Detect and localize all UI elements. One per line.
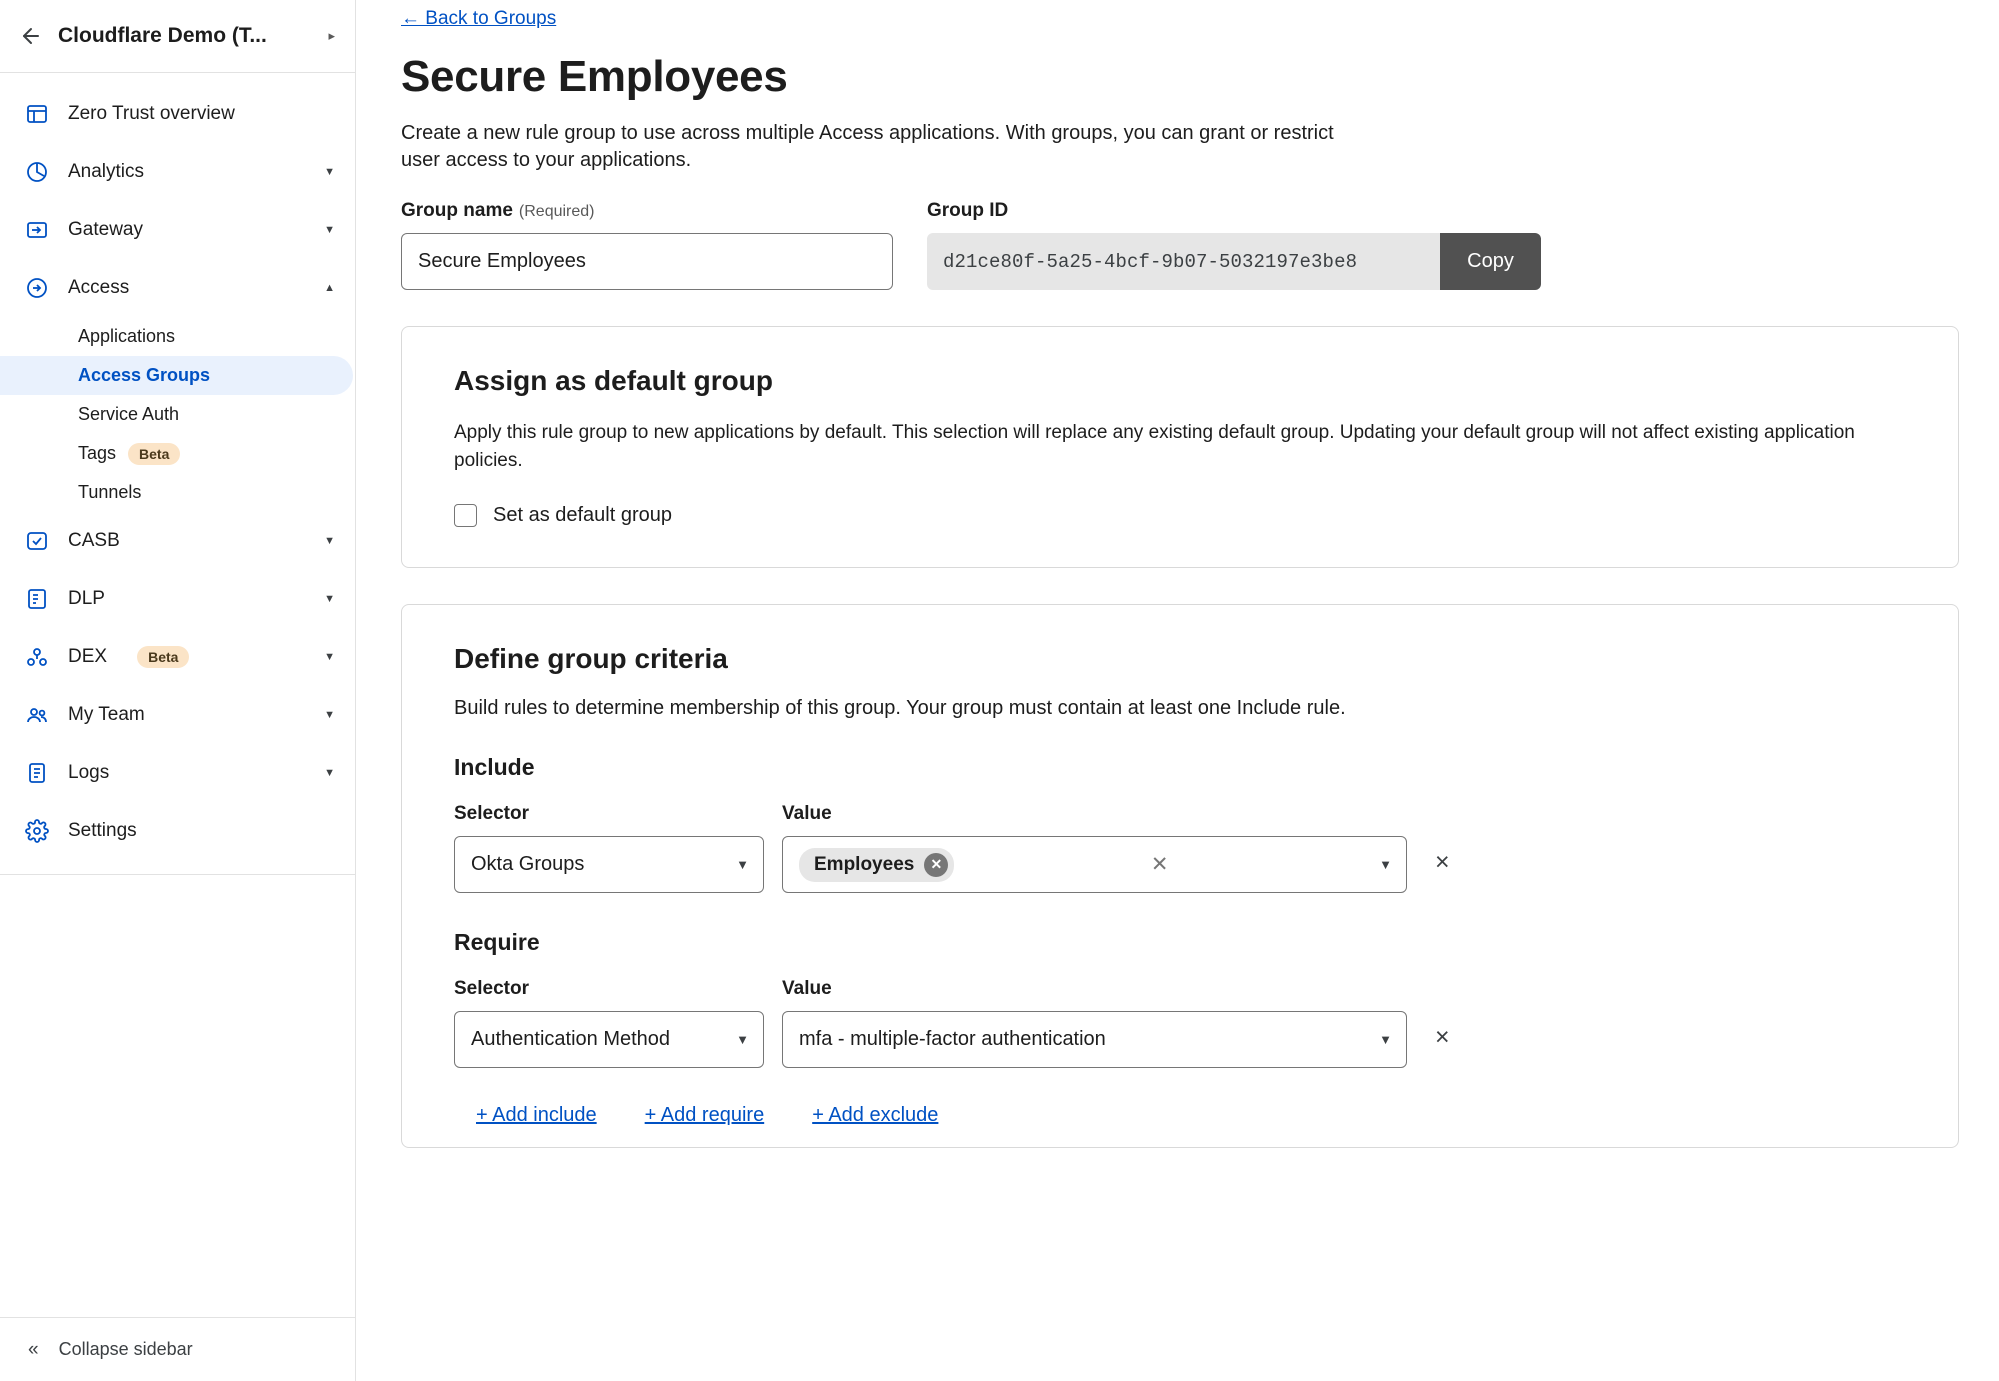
chevron-down-icon[interactable]: ▼ [324, 651, 335, 663]
sidebar-subitem-label: Applications [78, 326, 176, 346]
sidebar-item-label: Settings [68, 820, 137, 841]
sidebar-item-zero-trust-overview[interactable] [0, 85, 355, 143]
sidebar-item-applications[interactable] [0, 317, 355, 356]
group-name-label-text: Group name [401, 200, 513, 221]
include-rule-row [454, 803, 1906, 893]
page-description: Create a new rule group to use across multiple Access applications. With groups, you can grant or restrict user access to your applications. [401, 122, 1334, 171]
account-name: Cloudflare Demo (T... [58, 24, 267, 47]
selector-label: Selector [454, 803, 529, 825]
chevron-down-icon[interactable]: ▼ [324, 709, 335, 721]
chevron-down-icon: ▼ [1379, 1032, 1392, 1048]
add-rule-links [454, 1104, 1906, 1127]
group-id-value: d21ce80f-5a25-4bcf-9b07-5032197e3be8 [927, 233, 1440, 290]
assign-default-group-description: Apply this rule group to new applications by default. This selection will replace any existing default group. Updating your default group will not affect existing application policies. [454, 422, 1855, 471]
include-selector-value: Okta Groups [471, 853, 585, 876]
casb-icon [24, 528, 50, 554]
chevrons-left-icon: « [28, 1338, 39, 1360]
chevron-down-icon[interactable]: ▼ [324, 593, 335, 605]
delete-include-rule-icon[interactable]: × [1435, 848, 1450, 877]
sidebar-item-service-auth[interactable] [0, 395, 355, 434]
group-name-field-block [401, 200, 893, 290]
main-content [356, 0, 1999, 1381]
define-group-criteria-card [401, 604, 1959, 1148]
include-selector-dropdown[interactable] [454, 836, 764, 893]
chart-pie-icon [24, 159, 50, 185]
status-badge: Beta [137, 646, 189, 668]
value-label: Value [782, 803, 832, 825]
sidebar-item-label: Logs [68, 762, 110, 783]
require-value-dropdown[interactable] [782, 1011, 1407, 1068]
arrow-left-icon[interactable] [18, 23, 44, 49]
require-value-block [782, 978, 1407, 1068]
dashboard-icon [24, 101, 50, 127]
sidebar-item-dlp[interactable] [0, 570, 355, 628]
include-value-token [799, 848, 954, 882]
page-title: Secure Employees [401, 52, 788, 101]
add-require-link[interactable]: + Add require [644, 1104, 765, 1127]
chevron-down-icon[interactable]: ▼ [324, 535, 335, 547]
group-name-input[interactable] [401, 233, 893, 290]
sidebar-nav [0, 73, 355, 1317]
sidebar-item-access[interactable] [0, 259, 355, 317]
require-heading: Require [454, 929, 540, 956]
sidebar-item-gateway[interactable] [0, 201, 355, 259]
back-to-groups-link[interactable]: ← Back to Groups [401, 8, 557, 29]
gear-icon [24, 818, 50, 844]
logs-icon [24, 760, 50, 786]
status-badge: Beta [128, 443, 180, 465]
chevron-up-icon[interactable]: ▲ [324, 282, 335, 294]
include-selector-block [454, 803, 764, 893]
group-name-label [401, 200, 893, 222]
chevron-down-icon[interactable]: ▼ [324, 767, 335, 779]
sidebar-item-settings[interactable] [0, 802, 355, 860]
value-label: Value [782, 978, 832, 1000]
chevron-down-icon: ▼ [736, 1032, 749, 1048]
sidebar-subitem-label: Access Groups [78, 365, 211, 385]
include-value-block [782, 803, 1407, 893]
group-fields-row [401, 200, 1959, 290]
team-icon [24, 702, 50, 728]
assign-default-group-title: Assign as default group [454, 365, 773, 396]
group-id-label: Group ID [927, 200, 1009, 221]
collapse-sidebar-button[interactable] [0, 1317, 355, 1381]
require-selector-dropdown[interactable] [454, 1011, 764, 1068]
access-icon [24, 275, 50, 301]
dlp-icon [24, 586, 50, 612]
define-group-criteria-description: Build rules to determine membership of this group. Your group must contain at least one Include rule. [454, 697, 1346, 720]
assign-default-group-card [401, 326, 1959, 568]
define-group-criteria-title: Define group criteria [454, 643, 728, 675]
include-value-token-label: Employees [814, 853, 915, 875]
chevron-down-icon: ▼ [736, 857, 749, 873]
add-include-link[interactable]: + Add include [476, 1104, 597, 1127]
group-id-field-block [927, 200, 1541, 290]
required-hint: (Required) [518, 203, 595, 220]
delete-require-rule-icon[interactable]: × [1435, 1023, 1450, 1052]
chevron-down-icon: ▼ [1379, 857, 1392, 873]
sidebar-item-label: Analytics [68, 161, 145, 182]
set-default-group-label[interactable]: Set as default group [493, 504, 673, 527]
remove-token-icon[interactable]: ✕ [924, 853, 948, 877]
sidebar-item-my-team[interactable] [0, 686, 355, 744]
sidebar-item-analytics[interactable] [0, 143, 355, 201]
sidebar-item-label: Access [68, 277, 130, 298]
sidebar-item-label: DEX [68, 646, 108, 667]
sidebar-item-dex[interactable] [0, 628, 355, 686]
copy-button[interactable]: Copy [1440, 233, 1541, 290]
gateway-icon [24, 217, 50, 243]
sidebar-item-tags[interactable] [0, 434, 355, 473]
chevron-right-icon[interactable]: ▸ [328, 28, 335, 43]
sidebar-subitem-label: Tags [78, 443, 117, 463]
include-heading: Include [454, 754, 535, 781]
sidebar-divider [0, 874, 355, 875]
sidebar-item-label: CASB [68, 530, 120, 551]
require-value-text: mfa - multiple-factor authentication [799, 1028, 1106, 1051]
clear-value-icon[interactable]: ✕ [1150, 853, 1169, 877]
group-id-wrapper [927, 233, 1541, 290]
sidebar-subitem-label: Tunnels [78, 482, 142, 502]
add-exclude-link[interactable]: + Add exclude [812, 1104, 939, 1127]
sidebar-item-label: My Team [68, 704, 145, 725]
collapse-sidebar-label: Collapse sidebar [58, 1339, 193, 1359]
require-selector-block [454, 978, 764, 1068]
include-value-dropdown[interactable] [782, 836, 1407, 893]
sidebar-item-label: DLP [68, 588, 105, 609]
sidebar [0, 0, 356, 1381]
chevron-down-icon[interactable]: ▼ [324, 166, 335, 178]
sidebar-subitem-label: Service Auth [78, 404, 180, 424]
sidebar-item-logs[interactable] [0, 744, 355, 802]
set-default-group-row [454, 504, 1906, 527]
require-rule-row [454, 978, 1906, 1068]
selector-label: Selector [454, 978, 529, 1000]
chevron-down-icon[interactable]: ▼ [324, 224, 335, 236]
sidebar-item-label: Zero Trust overview [68, 103, 235, 124]
set-default-group-checkbox[interactable] [454, 504, 477, 527]
require-selector-value: Authentication Method [471, 1028, 671, 1051]
sidebar-account-header[interactable] [0, 0, 355, 73]
sidebar-item-casb[interactable] [0, 512, 355, 570]
dex-icon [24, 644, 50, 670]
sidebar-item-tunnels[interactable] [0, 473, 355, 512]
sidebar-item-label: Gateway [68, 219, 143, 240]
sidebar-item-access-groups[interactable] [0, 356, 353, 395]
